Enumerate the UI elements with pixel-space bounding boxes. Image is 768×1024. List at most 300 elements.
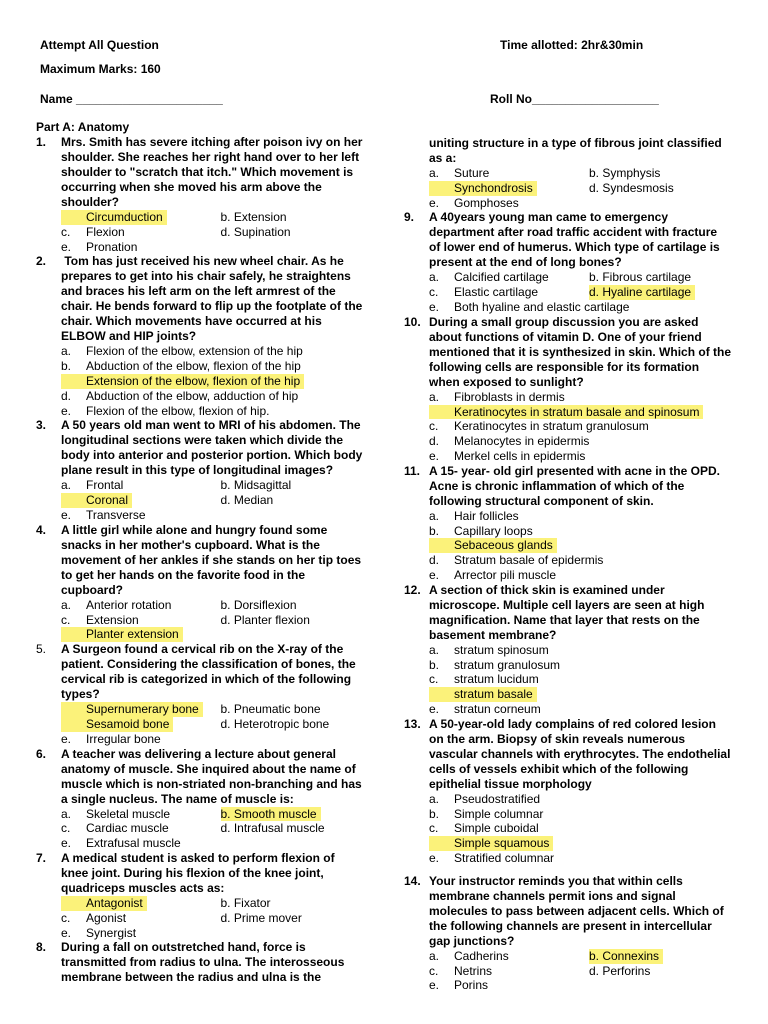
- option-letter: b.: [429, 806, 440, 821]
- question-text: transmitted from radius to ulna. The interosseous: [61, 955, 345, 970]
- option-text: b. Fibrous cartilage: [589, 270, 692, 285]
- answer-option: [221, 478, 381, 493]
- answer-option: [429, 792, 729, 807]
- option-row: [61, 344, 380, 359]
- spacer: [404, 866, 749, 874]
- option-text: Anterior rotation: [86, 597, 172, 612]
- option-text: d. Perforins: [589, 963, 651, 978]
- option-letter: a.: [429, 508, 440, 523]
- answer-option: [429, 949, 589, 964]
- option-row: [61, 508, 380, 523]
- question-text: A little girl while alone and hungry found some: [61, 522, 328, 537]
- answer-option: [429, 964, 589, 979]
- question-block: [404, 874, 749, 993]
- answer-option: [429, 807, 729, 822]
- option-text: Elastic cartilage: [454, 285, 539, 300]
- question-text: knee joint. During his flexion of the knee joint,: [61, 865, 324, 880]
- highlighted-option-text: Simple squamous: [429, 836, 553, 851]
- option-text: Abduction of the elbow, flexion of the hip: [86, 359, 301, 374]
- option-letter: c.: [429, 672, 439, 687]
- option-row: [429, 434, 749, 449]
- option-text: Fibroblasts in dermis: [454, 389, 565, 404]
- option-text: stratum lucidum: [454, 672, 539, 687]
- answer-option: [61, 627, 361, 642]
- question-block: [404, 210, 749, 314]
- option-text: Cadherins: [454, 948, 509, 963]
- answer-option: [61, 404, 361, 419]
- option-row: [61, 911, 380, 926]
- question-block: [36, 523, 380, 642]
- answer-option: [221, 896, 381, 911]
- answer-option: [429, 270, 589, 285]
- question-text: shoulder. She reaches her right hand over to her left: [61, 150, 360, 164]
- highlighted-option-text: Synchondrosis: [429, 181, 537, 196]
- question-block: [36, 418, 380, 522]
- highlighted-option-text: b. Smooth muscle: [221, 807, 321, 822]
- answer-option: [61, 807, 221, 822]
- option-row: [61, 717, 380, 732]
- option-row: [429, 419, 749, 434]
- question-text: A 50-year-old lady complains of red colored lesion: [429, 716, 716, 731]
- option-letter: c.: [429, 963, 439, 978]
- option-text: b. Midsagittal: [220, 478, 292, 493]
- answer-option: [61, 732, 361, 747]
- options-list: [61, 598, 380, 642]
- question-text: muscle which is non-striated non-branching and has: [61, 776, 362, 791]
- question-number: 8.: [36, 940, 47, 955]
- question-number: 10.: [404, 314, 421, 329]
- highlighted-option-text: Extension of the elbow, flexion of the hip: [61, 374, 304, 389]
- question-block: [404, 136, 749, 210]
- question-first-line: [36, 940, 380, 955]
- options-list: [429, 270, 749, 314]
- question-text: membrane channels permit ions and signal: [429, 888, 676, 903]
- option-row: [429, 300, 749, 315]
- answer-option: [221, 702, 381, 717]
- options-list: [61, 702, 380, 746]
- question-text: cells of vessels exhibit which of the following: [429, 761, 689, 776]
- question-text: Mrs. Smith has severe itching after poison ivy on her: [61, 135, 363, 149]
- option-letter: e.: [61, 239, 72, 254]
- option-row: [429, 949, 749, 964]
- option-letter: b.: [429, 523, 440, 538]
- option-letter: e.: [429, 567, 440, 582]
- question-first-line: [36, 747, 380, 762]
- option-row: [429, 390, 749, 405]
- question-first-line: [404, 717, 749, 732]
- answer-option: [429, 658, 729, 673]
- answer-option: [61, 508, 361, 523]
- question-number: 3.: [36, 418, 47, 433]
- question-text: ELBOW and HIP joints?: [61, 329, 197, 344]
- question-number: 4.: [36, 522, 47, 537]
- question-text: a single nucleus. The name of muscle is:: [61, 791, 294, 806]
- option-text: Melanocytes in epidermis: [454, 434, 590, 449]
- question-number: 2.: [36, 254, 47, 269]
- highlighted-option-text: stratum basale: [429, 687, 537, 702]
- question-block: [36, 135, 380, 254]
- question-text: as a:: [429, 151, 457, 165]
- answer-option: [429, 672, 729, 687]
- option-text: Hair follicles: [454, 508, 519, 523]
- option-letter: c.: [61, 821, 71, 836]
- option-letter: d.: [429, 553, 440, 568]
- option-text: Calcified cartilage: [454, 270, 549, 285]
- option-letter: a.: [429, 642, 440, 657]
- options-list: [61, 807, 380, 851]
- option-letter: e.: [429, 448, 440, 463]
- option-letter: a.: [429, 270, 440, 285]
- question-text: Your instructor reminds you that within cells: [429, 873, 683, 888]
- option-text: Pronation: [86, 239, 138, 254]
- question-text: patient. Considering the classification of bones, the: [61, 657, 356, 672]
- option-row: [61, 359, 380, 374]
- question-text: when exposed to sunlight?: [429, 374, 584, 389]
- answer-option: [61, 210, 221, 225]
- option-text: Frontal: [86, 478, 124, 493]
- question-text: about functions of vitamin D. One of your friend: [429, 329, 702, 344]
- option-row: [61, 404, 380, 419]
- question-text: basement membrane?: [429, 627, 557, 642]
- answer-option: [589, 181, 749, 196]
- option-row: [429, 964, 749, 979]
- answer-option: [429, 419, 729, 434]
- answer-option: [221, 598, 381, 613]
- left-column: [36, 120, 380, 985]
- option-row: [61, 896, 380, 911]
- highlighted-option-text: b. Connexins: [589, 949, 663, 964]
- answer-option: [221, 717, 381, 732]
- right-column: [404, 136, 749, 993]
- roll-no-field: Roll No___________________: [490, 92, 659, 106]
- option-row: [429, 643, 749, 658]
- question-number: 12.: [404, 582, 421, 597]
- question-text: department after road traffic accident with fracture: [429, 225, 718, 240]
- options-list: [429, 949, 749, 993]
- option-row: [429, 821, 749, 836]
- question-text: Tom has just received his new wheel chair. As he: [61, 254, 344, 269]
- question-text: plane result in this type of longitudinal images?: [61, 463, 334, 478]
- question-text: anatomy of muscle. She inquired about the name of: [61, 761, 356, 776]
- option-text: stratun corneum: [454, 701, 541, 716]
- option-letter: e.: [61, 925, 72, 940]
- maximum-marks: Maximum Marks: 160: [40, 62, 161, 76]
- question-text: the following channels are present in intercellular: [429, 918, 712, 933]
- option-row: [429, 524, 749, 539]
- option-letter: c.: [61, 612, 71, 627]
- option-text: d. Median: [220, 493, 274, 508]
- answer-option: [589, 285, 749, 300]
- answer-option: [429, 978, 729, 993]
- question-text: movement of her ankles if she stands on her tip toes: [61, 552, 362, 567]
- option-letter: e.: [429, 195, 440, 210]
- option-row: [61, 613, 380, 628]
- answer-option: [429, 643, 729, 658]
- option-row: [61, 807, 380, 822]
- option-letter: e.: [61, 507, 72, 522]
- highlighted-option-text: Coronal: [61, 493, 132, 508]
- option-row: [61, 732, 380, 747]
- name-field: Name ______________________: [40, 92, 223, 106]
- option-text: Porins: [454, 978, 489, 993]
- question-text: present at the end of long bones?: [429, 255, 622, 270]
- answer-option: [61, 821, 221, 836]
- highlighted-option-text: Supernumerary bone: [61, 702, 203, 717]
- highlighted-option-text: Antagonist: [61, 896, 147, 911]
- option-row: [61, 926, 380, 941]
- option-text: d. Planter flexion: [220, 612, 310, 627]
- answer-option: [61, 240, 361, 255]
- option-text: stratum spinosum: [454, 642, 549, 657]
- answer-option: [429, 553, 729, 568]
- option-letter: a.: [61, 344, 72, 359]
- option-letter: d.: [61, 388, 72, 403]
- answer-option: [429, 702, 729, 717]
- answer-option: [61, 598, 221, 613]
- question-text: cupboard?: [61, 582, 123, 597]
- option-text: Agonist: [86, 910, 127, 925]
- question-text: types?: [61, 687, 100, 702]
- option-row: [429, 978, 749, 993]
- option-text: Both hyaline and elastic cartilage: [454, 299, 630, 314]
- option-letter: e.: [429, 850, 440, 865]
- attempt-instruction: Attempt All Question: [40, 38, 159, 52]
- option-text: d. Intrafusal muscle: [220, 821, 325, 836]
- option-text: b. Dorsiflexion: [220, 597, 297, 612]
- question-text: longitudinal sections were taken which divide the: [61, 433, 344, 448]
- answer-option: [221, 210, 381, 225]
- question-text: quadriceps muscles acts as:: [61, 880, 225, 895]
- question-block: [36, 940, 380, 985]
- answer-option: [61, 389, 361, 404]
- option-letter: c.: [61, 910, 71, 925]
- question-text: During a fall on outstretched hand, force is: [61, 940, 306, 955]
- question-text: shoulder to "scratch that itch." Which movement is: [61, 165, 354, 179]
- answer-option: [589, 964, 749, 979]
- option-text: Netrins: [454, 963, 493, 978]
- answer-option: [61, 344, 361, 359]
- option-letter: e.: [61, 836, 72, 851]
- highlighted-option-text: d. Hyaline cartilage: [589, 285, 695, 300]
- option-row: [61, 627, 380, 642]
- option-text: Stratified columnar: [454, 850, 555, 865]
- question-number: 7.: [36, 850, 47, 865]
- question-text: vascular channels with erythrocytes. The endothelial: [429, 746, 731, 761]
- answer-option: [429, 851, 729, 866]
- answer-option: [589, 270, 749, 285]
- question-block: [36, 851, 380, 940]
- option-row: [61, 374, 380, 389]
- option-letter: e.: [429, 978, 440, 993]
- question-text: shoulder?: [61, 195, 120, 209]
- option-row: [429, 538, 749, 553]
- option-text: Extension: [86, 612, 139, 627]
- question-text: of lower end of humerus. Which type of cartilage is: [429, 240, 720, 255]
- question-first-line: [404, 210, 749, 225]
- answer-option: [61, 493, 221, 508]
- option-row: [429, 702, 749, 717]
- question-block: [36, 642, 380, 746]
- option-letter: a.: [61, 806, 72, 821]
- option-row: [61, 389, 380, 404]
- options-list: [429, 643, 749, 717]
- option-text: Keratinocytes in stratum granulosum: [454, 419, 649, 434]
- question-text: on the arm. Biopsy of skin reveals numerous: [429, 731, 686, 746]
- question-first-line: [404, 315, 749, 330]
- question-text: Acne is chronic inflammation of which of the: [429, 478, 685, 493]
- answer-option: [429, 821, 729, 836]
- answer-option: [589, 166, 749, 181]
- question-text: mentioned that it is synthesized in skin. Which of the: [429, 344, 732, 359]
- option-row: [429, 181, 749, 196]
- question-text: A 50 years old man went to MRI of his abdomen. The: [61, 418, 361, 433]
- option-row: [61, 836, 380, 851]
- question-text: A 40years young man came to emergency: [429, 210, 668, 225]
- option-row: [429, 553, 749, 568]
- option-row: [429, 658, 749, 673]
- question-text: prepares to get into his chair safely, he straightens: [61, 269, 351, 284]
- option-row: [429, 270, 749, 285]
- answer-option: [429, 181, 589, 196]
- question-text: magnification. Name that layer that rests on the: [429, 612, 700, 627]
- question-number: 14.: [404, 873, 421, 888]
- highlighted-option-text: Sebaceous glands: [429, 538, 557, 553]
- options-list: [429, 509, 749, 583]
- question-first-line: [404, 583, 749, 598]
- question-text: A Surgeon found a cervical rib on the X-ray of the: [61, 642, 344, 657]
- option-row: [61, 702, 380, 717]
- option-letter: e.: [429, 701, 440, 716]
- option-letter: a.: [429, 791, 440, 806]
- option-text: d. Prime mover: [220, 910, 302, 925]
- answer-option: [589, 949, 749, 964]
- highlighted-option-text: Sesamoid bone: [61, 717, 173, 732]
- answer-option: [61, 478, 221, 493]
- answer-option: [429, 524, 729, 539]
- option-text: Flexion of the elbow, flexion of hip.: [86, 403, 270, 418]
- option-text: Pseudostratified: [454, 791, 541, 806]
- answer-option: [61, 926, 361, 941]
- question-text: A section of thick skin is examined under: [429, 582, 665, 597]
- option-row: [61, 821, 380, 836]
- question-block: [36, 747, 380, 851]
- question-number: 6.: [36, 746, 47, 761]
- question-first-line: [36, 418, 380, 433]
- answer-option: [429, 405, 729, 420]
- question-text: microscope. Multiple cell layers are seen at high: [429, 597, 705, 612]
- option-row: [429, 851, 749, 866]
- question-text: During a small group discussion you are asked: [429, 314, 699, 329]
- option-text: b. Pneumatic bone: [220, 702, 321, 717]
- answer-option: [221, 225, 381, 240]
- question-text: occurring when she moved his arm above the: [61, 180, 322, 194]
- option-letter: e.: [61, 731, 72, 746]
- option-row: [61, 598, 380, 613]
- option-letter: a.: [61, 478, 72, 493]
- option-letter: c.: [429, 821, 439, 836]
- option-letter: b.: [61, 359, 72, 374]
- question-text: molecules to pass between adjacent cells. Which of: [429, 903, 724, 918]
- question-block: [404, 315, 749, 464]
- option-row: [61, 240, 380, 255]
- question-text: A medical student is asked to perform flexion of: [61, 850, 335, 865]
- answer-option: [61, 225, 221, 240]
- option-row: [429, 672, 749, 687]
- option-row: [429, 449, 749, 464]
- option-text: Gomphoses: [454, 195, 519, 210]
- option-row: [429, 405, 749, 420]
- option-text: stratum granulosum: [454, 657, 561, 672]
- question-text: and braces his left arm on the left armrest of the: [61, 284, 336, 299]
- option-row: [61, 493, 380, 508]
- option-row: [429, 807, 749, 822]
- answer-option: [429, 687, 729, 702]
- option-letter: b.: [429, 657, 440, 672]
- option-letter: e.: [429, 299, 440, 314]
- question-text: membrane between the radius and ulna is the: [61, 970, 322, 985]
- question-text: following cells are responsible for its formation: [429, 359, 700, 374]
- option-text: Flexion: [86, 224, 125, 239]
- options-list: [429, 390, 749, 464]
- question-text: to get her hands on the favorite food in the: [61, 567, 306, 582]
- question-block: [404, 717, 749, 866]
- question-block: [404, 583, 749, 717]
- question-number: 9.: [404, 210, 415, 225]
- answer-option: [61, 911, 221, 926]
- option-text: Suture: [454, 166, 490, 180]
- question-text: following structural component of skin.: [429, 493, 654, 508]
- options-list: [61, 896, 380, 940]
- section-title: Part A: Anatomy: [36, 120, 130, 134]
- option-row: [429, 568, 749, 583]
- option-text: d. Syndesmosis: [589, 180, 674, 195]
- question-text: body into anterior and posterior portion. Which body: [61, 448, 363, 463]
- option-letter: c.: [429, 419, 439, 434]
- option-row: [429, 836, 749, 851]
- answer-option: [61, 896, 221, 911]
- options-list: [429, 792, 749, 866]
- option-text: b. Symphysis: [589, 166, 661, 180]
- option-text: Transverse: [86, 507, 146, 522]
- question-number: 1.: [36, 135, 47, 149]
- question-first-line: [36, 851, 380, 866]
- answer-option: [221, 493, 381, 508]
- highlighted-option-text: Circumduction: [61, 210, 167, 225]
- option-text: Extrafusal muscle: [86, 836, 181, 851]
- option-text: d. Supination: [220, 224, 291, 239]
- question-first-line: [36, 523, 380, 538]
- option-text: Irregular bone: [86, 731, 161, 746]
- question-text: A teacher was delivering a lecture about general: [61, 746, 336, 761]
- option-row: [429, 166, 749, 181]
- option-text: Arrector pili muscle: [454, 567, 557, 582]
- option-row: [429, 196, 749, 211]
- options-list: [429, 166, 749, 210]
- option-text: Capillary loops: [454, 523, 533, 538]
- answer-option: [429, 538, 729, 553]
- answer-option: [61, 613, 221, 628]
- answer-option: [429, 836, 729, 851]
- answer-option: [429, 390, 729, 405]
- option-row: [61, 225, 380, 240]
- answer-option: [61, 359, 361, 374]
- question-text: epithelial tissue morphology: [429, 776, 592, 791]
- options-list: [61, 478, 380, 522]
- question-text: snacks in her mother's cupboard. What is the: [61, 537, 320, 552]
- question-first-line: [36, 135, 380, 150]
- option-letter: a.: [429, 166, 440, 180]
- question-block: [36, 254, 380, 418]
